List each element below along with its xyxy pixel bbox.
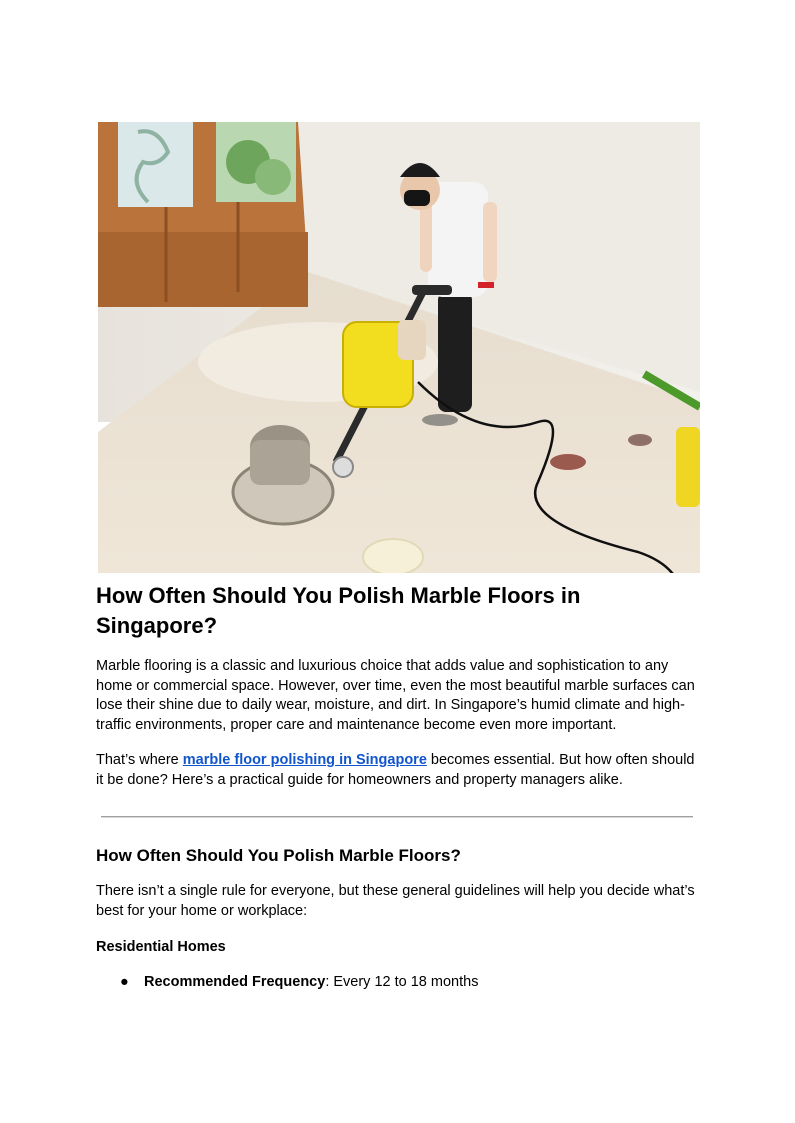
section-paragraph: There isn’t a single rule for everyone, but these general guidelines will help you decide what’s best for your home or workplace: <box>96 883 695 919</box>
page-title: How Often Should You Polish Marble Floors in Singapore? <box>96 583 581 638</box>
paragraph-text-before: That’s where <box>96 752 183 768</box>
list-item-value: : Every 12 to 18 months <box>325 974 479 990</box>
hero-image <box>98 122 700 573</box>
bullet-icon: ● <box>120 974 129 990</box>
essential-paragraph <box>96 751 701 790</box>
residential-subheading: Residential Homes <box>96 939 226 955</box>
horizontal-divider <box>101 816 693 818</box>
frequency-list <box>120 973 478 993</box>
intro-paragraph: Marble flooring is a classic and luxurious choice that adds value and sophistication to any home or commercial space. However, over time, even the most beautiful marble surfaces can lose their shine due to daily wear, moisture, and dirt. In Singapore’s humid climate and high-traffic environments, proper care and maintenance become even more important. <box>96 658 695 733</box>
section-heading: How Often Should You Polish Marble Floors? <box>96 846 461 865</box>
marble-polishing-link[interactable]: marble floor polishing in Singapore <box>182 752 427 768</box>
list-item-label: Recommended Frequency <box>144 974 326 990</box>
list-item <box>120 973 478 993</box>
paragraph-text-after: becomes essential. But how often should it be done? Here’s a practical guide for homeowners and property managers alike. <box>96 752 695 788</box>
